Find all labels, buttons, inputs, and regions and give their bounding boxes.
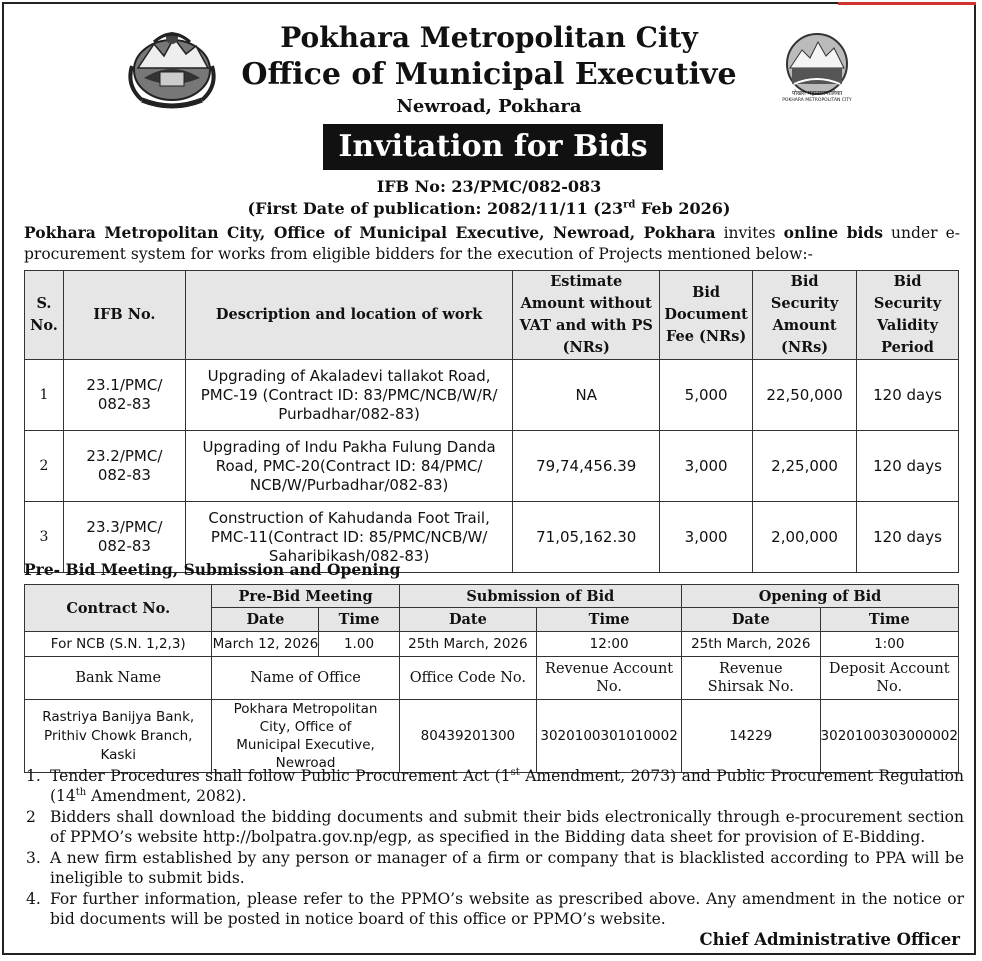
bank-name-header: Bank Name [25,657,212,700]
office-code-header: Office Code No. [399,657,537,700]
opening-header: Opening of Bid [682,585,959,608]
intro-paragraph: Pokhara Metropolitan City, Office of Municipal Executive, Newroad, Pokhara invites online bids under e-procurement system for works from eligible bidders for the execution of Projects mentioned below:- [24,223,961,263]
seal-text-nepali: पोखरा महानगरपालिका [791,90,843,97]
time-header: Time [537,608,682,632]
notice-title-banner: Invitation for Bids [323,124,663,170]
list-item: 4. For further information, please refer to the PPMO’s website as prescribed above. Any amendment in the notice or bid documents will be posted in notice board of this office or PPMO’s website. [26,890,964,928]
table-row: Rastriya Banijya Bank, Prithiv Chowk Branch, Kaski Pokhara Metropolitan City, Office of Municipal Executive, Newroad 80439201300 3020100301010002 14229 3020100303000002 [25,700,959,773]
schedule-table [24,584,959,773]
office-name-header: Name of Office [212,657,399,700]
notice-page [2,2,976,955]
office-name: Office of Municipal Executive [241,57,737,92]
corner-accent [838,2,976,5]
signature-title: Chief Administrative Officer [699,930,960,949]
revenue-shirsak-header: Revenue Shirsak No. [682,657,820,700]
col-header-estimate: Estimate Amount without VAT and with PS (NRs) [513,271,660,360]
seal-text-english: POKHARA METROPOLITAN CITY [782,98,852,103]
date-header: Date [212,608,319,632]
time-header: Time [820,608,958,632]
revenue-account-header: Revenue Account No. [537,657,682,700]
office-address: Newroad, Pokhara [396,96,582,117]
date-header: Date [682,608,820,632]
organization-name: Pokhara Metropolitan City [280,21,698,54]
col-header-validity: Bid Security Validity Period [857,271,959,360]
deposit-account-header: Deposit Account No. [820,657,958,700]
publication-date: (First Date of publication: 2082/11/11 (23rd Feb 2026) [247,199,731,218]
list-item: 1. Tender Procedures shall follow Public Procurement Act (1st Amendment, 2073) and Public Procurement Regulation (14th Amendment, 2082). [26,766,964,805]
bids-table [24,270,959,573]
col-header-fee: Bid Document Fee (NRs) [660,271,753,360]
col-header-security: Bid Security Amount (NRs) [753,271,857,360]
schedule-section-title: Pre- Bid Meeting, Submission and Opening [24,560,401,579]
table-row: For NCB (S.N. 1,2,3) March 12, 2026 1.00 25th March, 2026 12:00 25th March, 2026 1:00 [25,632,959,657]
pre-bid-header: Pre-Bid Meeting [212,585,399,608]
ifb-number: IFB No: 23/PMC/082-083 [376,177,602,196]
table-row: 1 23.1/PMC/ 082-83 Upgrading of Akaladevi tallakot Road, PMC-19 (Contract ID: 83/PMC/NCB/W/R/ Purbadhar/082-83) NA 5,000 22,50,000 120 days [25,360,959,431]
list-item: 3. A new firm established by any person or manager of a firm or company that is blacklisted according to PPA will be ineligible to submit bids. [26,849,964,887]
list-item: 2 Bidders shall download the bidding documents and submit their bids electronically through e-procurement section of PPMO’s website http://bolpatra.gov.np/egp, as specified in the Bidding data sheet for provision of E-Bidding. [26,808,964,846]
date-header: Date [399,608,537,632]
contract-no-header: Contract No. [25,585,212,632]
col-header-description: Description and location of work [185,271,512,360]
time-header: Time [319,608,399,632]
col-header-sn: S. No. [25,271,64,360]
table-row: 3 23.3/PMC/ 082-83 Construction of Kahudanda Foot Trail, PMC-11(Contract ID: 85/PMC/NCB/W/ Saharibikash/082-83) 71,05,162.30 3,000 2,00,000 120 days [25,502,959,573]
col-header-ifb: IFB No. [63,271,185,360]
table-row: 2 23.2/PMC/ 082-83 Upgrading of Indu Pakha Fulung Danda Road, PMC-20(Contract ID: 84/PMC/ NCB/W/Purbadhar/082-83) 79,74,456.39 3,000 2,25,000 120 days [25,431,959,502]
submission-header: Submission of Bid [399,585,681,608]
notes-list [24,767,964,931]
